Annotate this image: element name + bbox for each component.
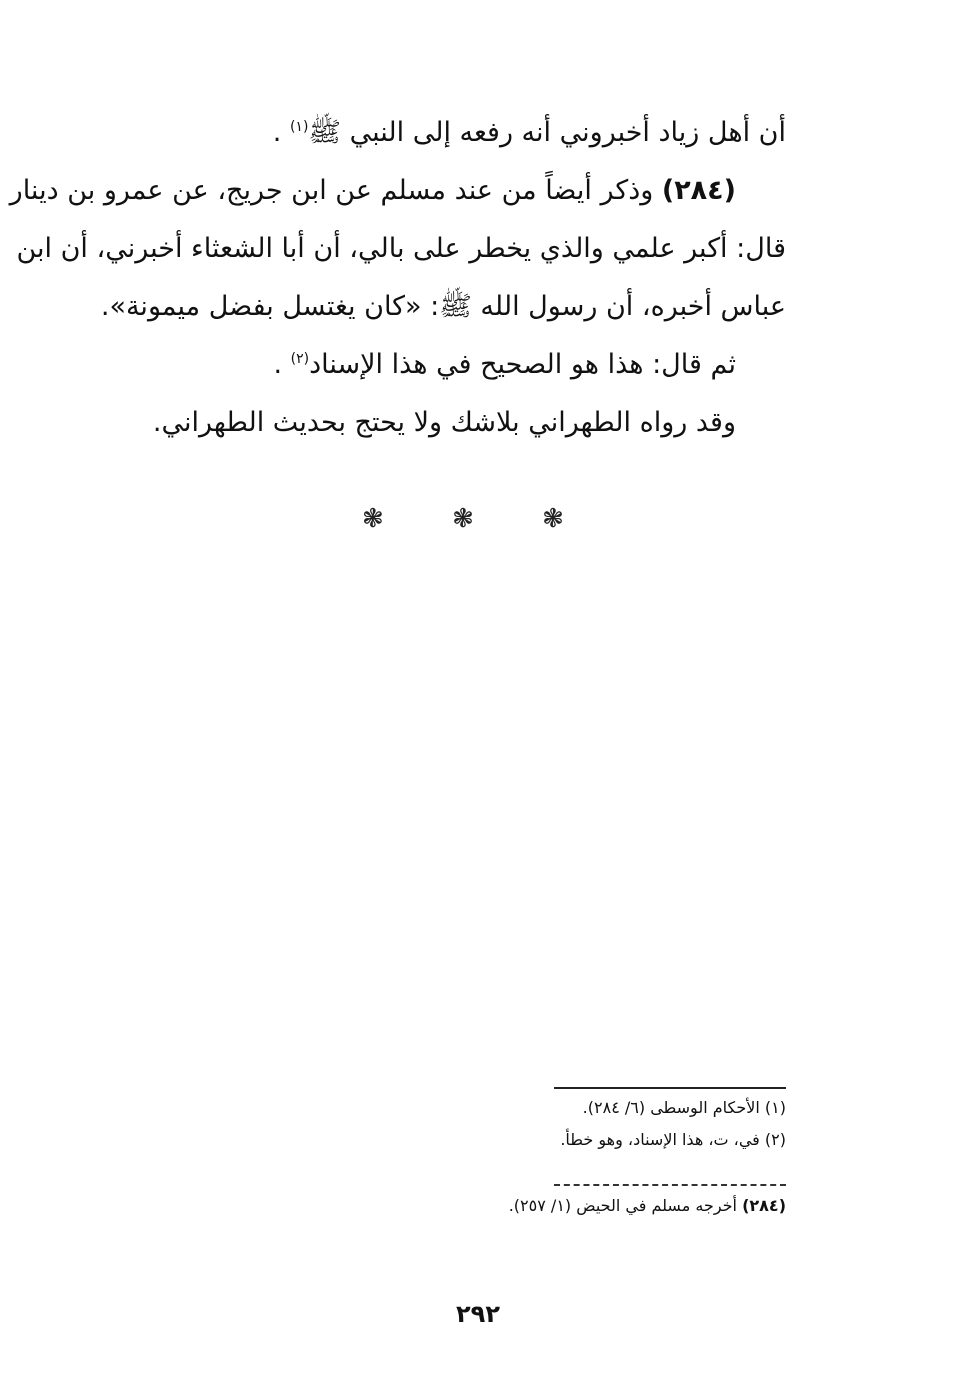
- footnote-2: [560, 1130, 786, 1149]
- page-number: ٢٩٢: [456, 1300, 500, 1328]
- line-text: وذكر أيضاً من عند مسلم عن ابن جريج، عن عمرو بن دينار: [9, 175, 654, 206]
- text-line-3: [16, 220, 786, 278]
- text-line-2: [9, 162, 786, 220]
- text-line-6: [76, 394, 786, 452]
- takhrij-mark: (٢٨٤): [742, 1196, 786, 1215]
- footnote-text: الأحكام الوسطى (٦/ ٢٨٤).: [582, 1098, 760, 1117]
- takhrij-note: [509, 1196, 786, 1215]
- footnote-ref-1: (١): [289, 119, 309, 135]
- line-text: أن أهل زياد أخبروني أنه رفعه إلى النبي ﷺ: [308, 117, 786, 148]
- line-text: قال: أكبر علمي والذي يخطر على بالي، أن أبا الشعثاء أخبرني، أن ابن: [16, 233, 786, 264]
- text-line-4: [76, 278, 786, 336]
- takhrij-text: أخرجه مسلم في الحيض (١/ ٢٥٧).: [508, 1196, 737, 1215]
- footnote-mark: (١): [764, 1098, 786, 1117]
- footnote-ref-2: (٢): [290, 351, 310, 367]
- text-line-5: [76, 336, 786, 394]
- text-line-1: [76, 104, 786, 162]
- line-text: ثم قال: هذا هو الصحيح في هذا الإسناد: [309, 349, 736, 380]
- footnote-1: [583, 1098, 786, 1117]
- footnote-text: في، ت، هذا الإسناد، وهو خطأ.: [560, 1130, 760, 1149]
- line-text: وقد رواه الطهراني بلاشك ولا يحتج بحديث الطهراني.: [152, 407, 736, 438]
- footnote-mark: (٢): [764, 1130, 786, 1149]
- section-separator: ❃ ❃ ❃: [362, 504, 594, 534]
- footnote-rule: [554, 1087, 786, 1089]
- takhrij-rule: [554, 1184, 786, 1186]
- line-end: .: [273, 349, 283, 380]
- line-text: عباس أخبره، أن رسول الله ﷺ: «كان يغتسل بفضل ميمونة».: [100, 291, 786, 322]
- hadith-number: (٢٨٤): [661, 175, 736, 206]
- line-end: .: [272, 117, 282, 148]
- main-text: [9, 104, 786, 452]
